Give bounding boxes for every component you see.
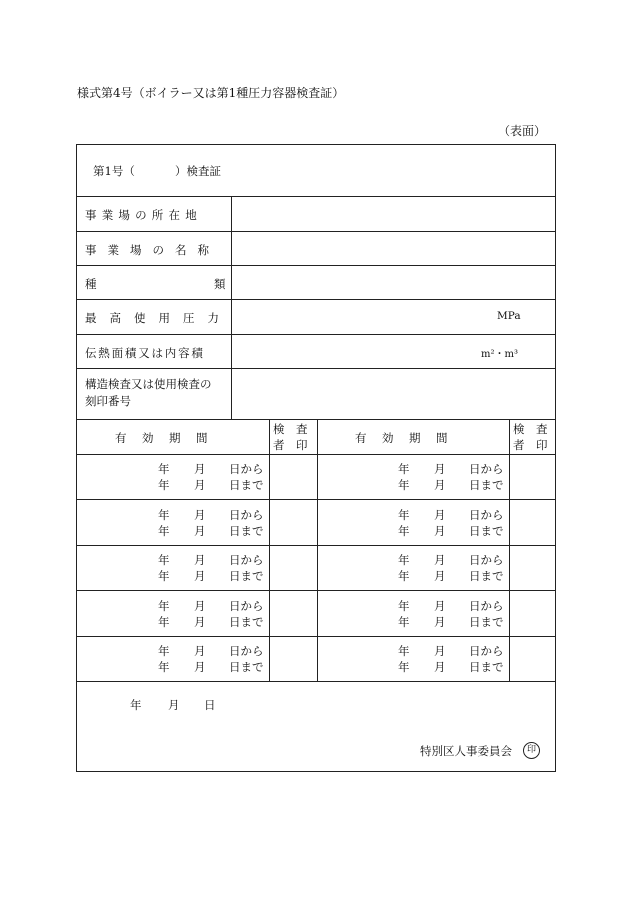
period-from-year: 年 xyxy=(158,644,170,658)
period-until-month: 月 xyxy=(434,524,446,538)
period-until-month: 月 xyxy=(434,478,446,492)
period-from-year: 年 xyxy=(398,599,410,613)
period-until-day: 日まで xyxy=(229,478,264,492)
period-from-year: 年 xyxy=(158,508,170,522)
area-label-text: 伝熱面積又は内容積 xyxy=(85,346,205,360)
period-until-month: 月 xyxy=(194,478,206,492)
issue-year: 年 xyxy=(130,698,142,712)
seal-icon: 印 xyxy=(523,742,540,759)
period-header-left: 有 効 期 間 xyxy=(115,431,210,445)
period-until-year: 年 xyxy=(398,615,410,629)
period-until-day: 日まで xyxy=(469,524,504,538)
period-until-year: 年 xyxy=(158,478,170,492)
inspector-header-left-1: 検 査 xyxy=(273,422,308,436)
period-from-day: 日から xyxy=(229,553,264,567)
inspector-header-right-1: 検 査 xyxy=(513,422,548,436)
cert-number-suffix: ）検査証 xyxy=(175,164,221,178)
period-from-month: 月 xyxy=(434,508,446,522)
inspector-header-right-2: 者 印 xyxy=(513,438,548,452)
period-header-right: 有 効 期 間 xyxy=(355,431,450,445)
period-from-day: 日から xyxy=(229,644,264,658)
period-from-year: 年 xyxy=(398,462,410,476)
period-until-year: 年 xyxy=(398,569,410,583)
period-until-year: 年 xyxy=(398,660,410,674)
period-until-day: 日まで xyxy=(469,615,504,629)
period-until-month: 月 xyxy=(434,660,446,674)
issue-month: 月 xyxy=(168,698,180,712)
name-label xyxy=(85,242,220,258)
period-until-year: 年 xyxy=(158,569,170,583)
stamp-label-line2: 刻印番号 xyxy=(85,394,131,408)
period-until-day: 日まで xyxy=(469,660,504,674)
period-until-year: 年 xyxy=(398,478,410,492)
period-until-month: 月 xyxy=(194,524,206,538)
period-from-month: 月 xyxy=(434,553,446,567)
period-from-day: 日から xyxy=(469,508,504,522)
pressure-label-text: 最高使用圧力 xyxy=(85,311,232,325)
period-until-year: 年 xyxy=(398,524,410,538)
type-label-a: 種 xyxy=(85,277,97,291)
issue-day: 日 xyxy=(204,698,216,712)
period-from-month: 月 xyxy=(194,553,206,567)
form-title: 様式第4号（ボイラー又は第1種圧力容器検査証） xyxy=(77,86,345,100)
period-from-month: 月 xyxy=(194,462,206,476)
period-until-month: 月 xyxy=(434,569,446,583)
period-until-year: 年 xyxy=(158,660,170,674)
period-from-year: 年 xyxy=(398,644,410,658)
period-until-day: 日まで xyxy=(229,569,264,583)
front-side-label: （表面） xyxy=(498,124,547,138)
period-until-month: 月 xyxy=(434,615,446,629)
period-until-day: 日まで xyxy=(229,660,264,674)
period-until-month: 月 xyxy=(194,615,206,629)
period-from-day: 日から xyxy=(469,644,504,658)
period-from-day: 日から xyxy=(469,462,504,476)
cert-number-prefix: 第1号（ xyxy=(93,164,135,178)
period-from-month: 月 xyxy=(194,599,206,613)
period-from-month: 月 xyxy=(434,599,446,613)
period-from-month: 月 xyxy=(194,644,206,658)
period-until-day: 日まで xyxy=(469,569,504,583)
stamp-label-line1: 構造検査又は使用検査の xyxy=(85,377,212,391)
location-label-text: 事業場の所在地 xyxy=(85,208,202,222)
period-until-day: 日まで xyxy=(229,524,264,538)
period-until-year: 年 xyxy=(158,524,170,538)
period-until-month: 月 xyxy=(194,569,206,583)
type-label-b: 類 xyxy=(214,277,226,291)
period-until-day: 日まで xyxy=(229,615,264,629)
area-label xyxy=(85,345,205,361)
issuer-name: 特別区人事委員会 xyxy=(420,744,512,758)
period-from-year: 年 xyxy=(158,553,170,567)
period-until-year: 年 xyxy=(158,615,170,629)
inspector-header-left-2: 者 印 xyxy=(273,438,308,452)
period-from-year: 年 xyxy=(398,553,410,567)
period-from-day: 日から xyxy=(229,462,264,476)
period-from-day: 日から xyxy=(469,553,504,567)
period-from-month: 月 xyxy=(434,462,446,476)
period-until-month: 月 xyxy=(194,660,206,674)
period-from-month: 月 xyxy=(434,644,446,658)
period-from-day: 日から xyxy=(229,599,264,613)
pressure-unit: MPa xyxy=(497,310,521,322)
certificate-frame xyxy=(76,144,556,772)
location-label xyxy=(85,207,225,223)
location-text xyxy=(85,207,225,223)
period-from-day: 日から xyxy=(469,599,504,613)
name-label-text: 事業場の名称 xyxy=(85,243,220,257)
period-from-month: 月 xyxy=(194,508,206,522)
period-from-year: 年 xyxy=(398,508,410,522)
period-from-year: 年 xyxy=(158,462,170,476)
period-from-year: 年 xyxy=(158,599,170,613)
area-unit: m²・m³ xyxy=(481,349,518,360)
period-until-day: 日まで xyxy=(469,478,504,492)
pressure-label xyxy=(85,310,232,326)
period-from-day: 日から xyxy=(229,508,264,522)
